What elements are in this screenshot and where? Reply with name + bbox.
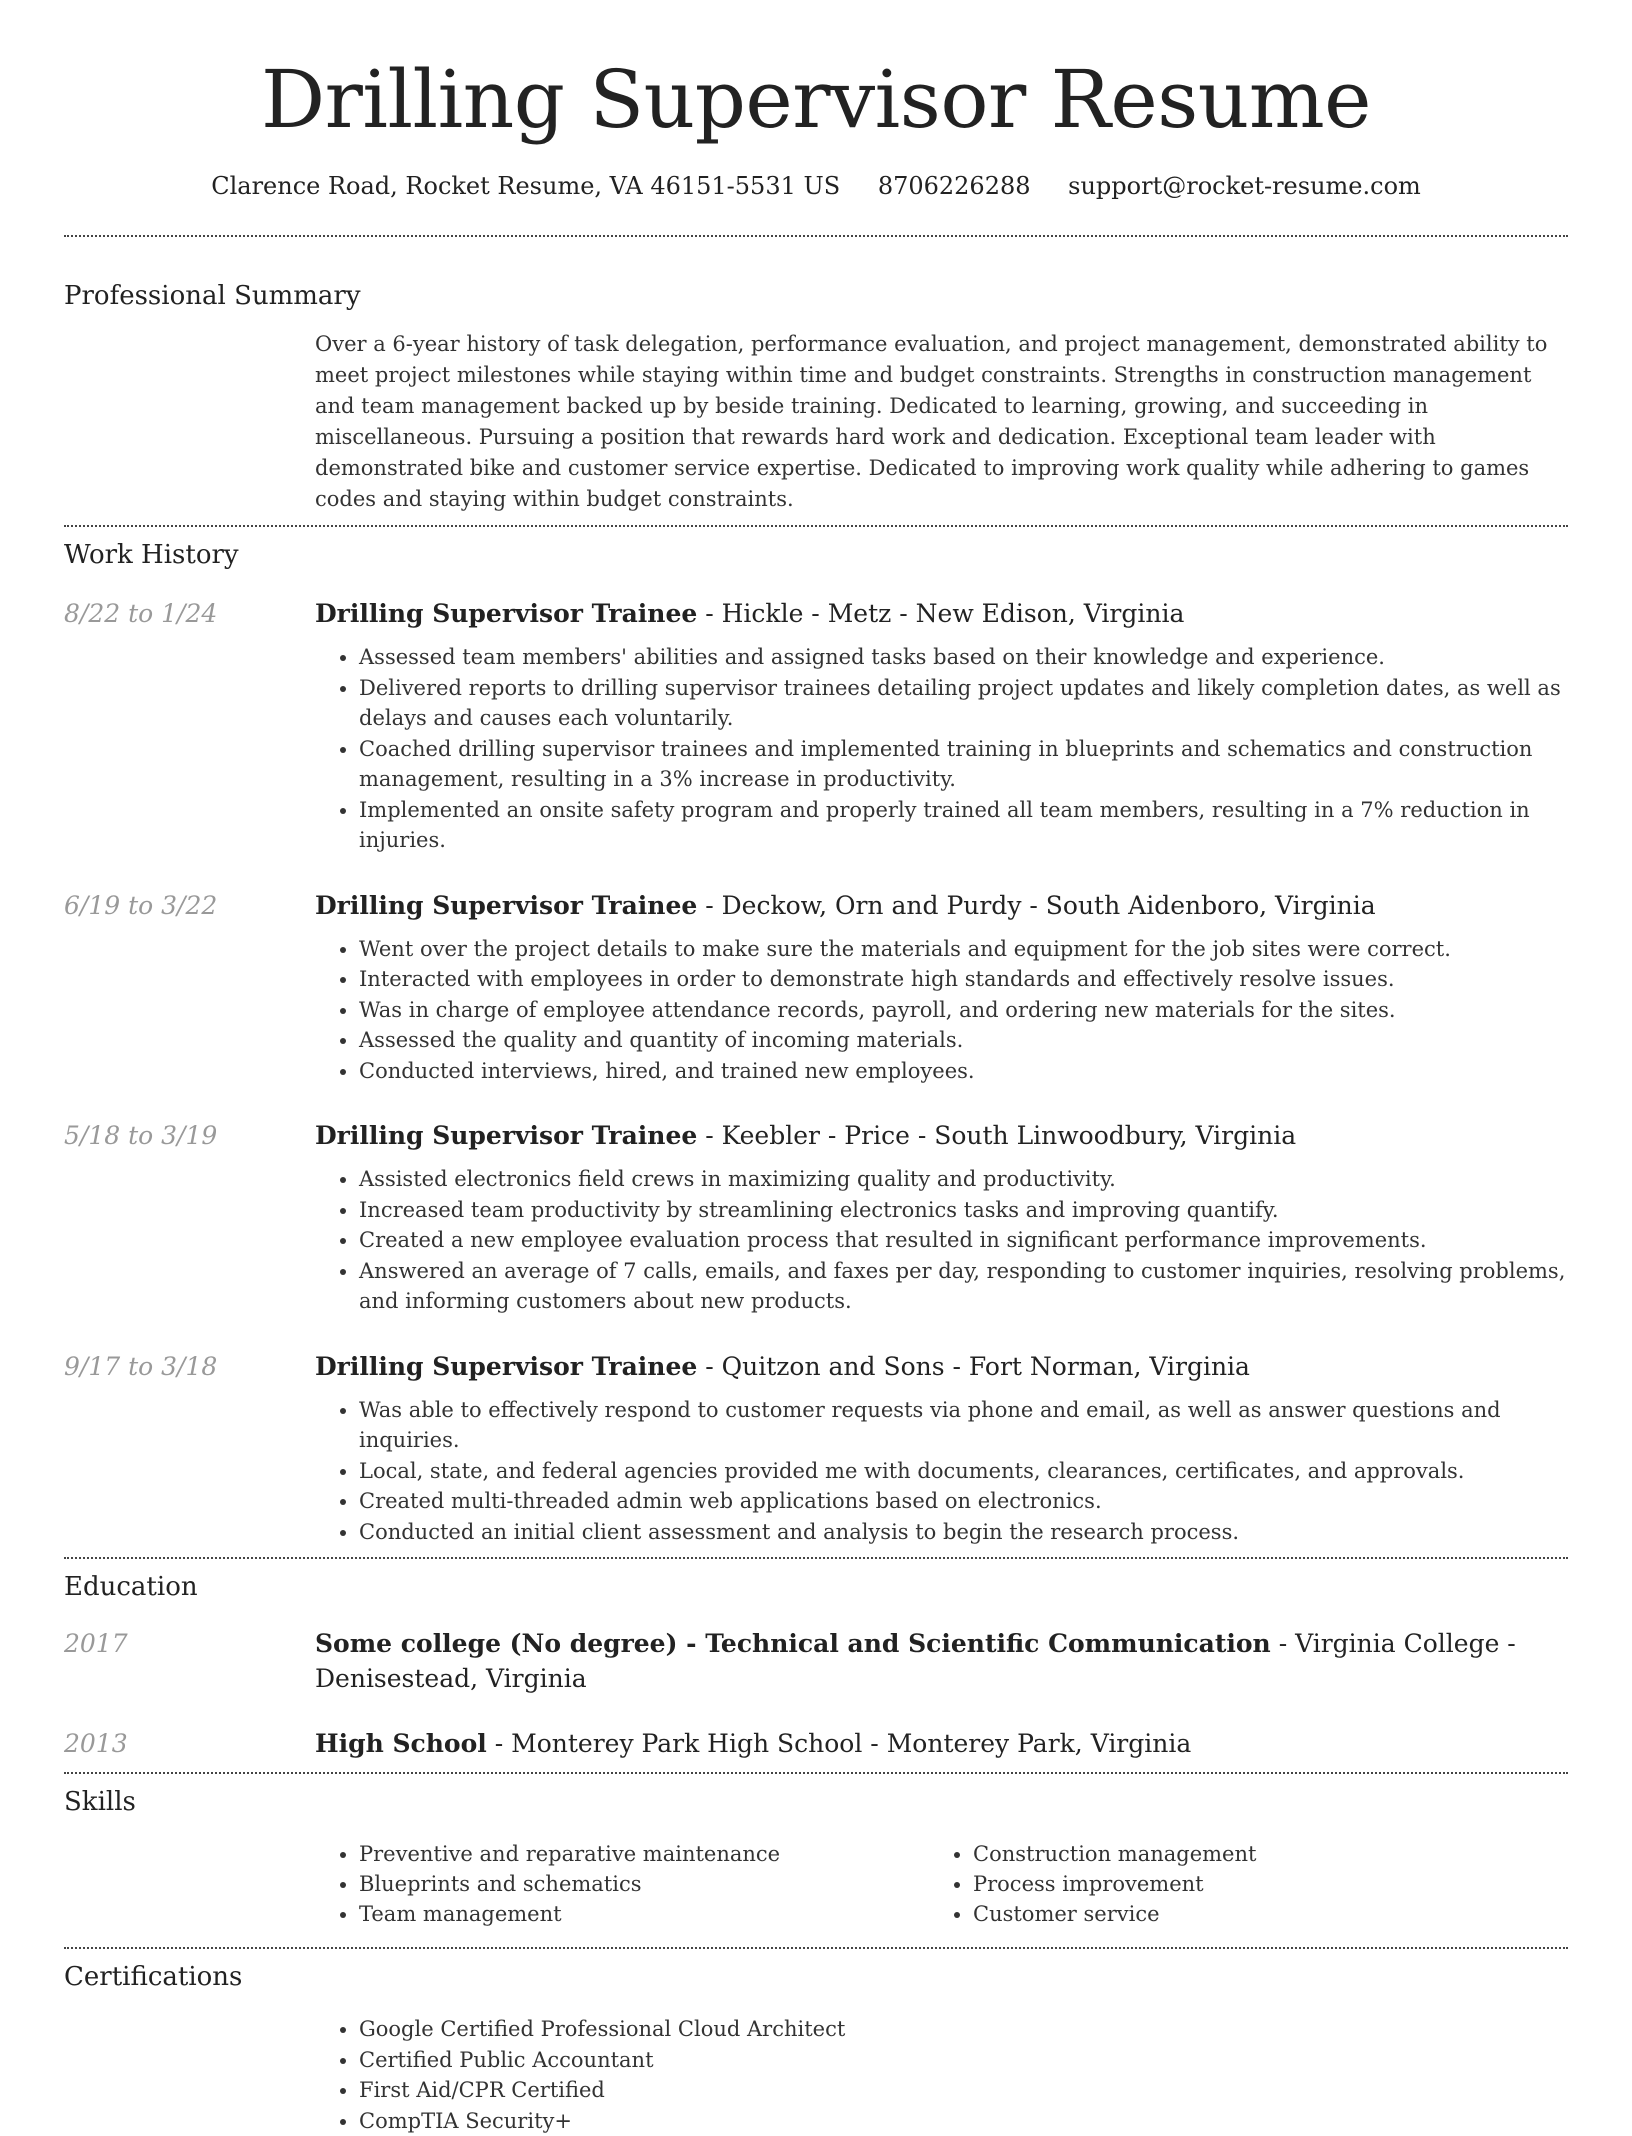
education-degree: High School [315,1729,487,1758]
job-bullets [315,1395,1568,1548]
education-list [64,1626,1568,1772]
contact-line [64,170,1568,202]
list-item: • Was able to effectively respond to customer requests via phone and email, as well as answer questions and inquiries. [359,1395,1568,1456]
job-entry [64,1349,1568,1558]
divider [64,1947,1568,1949]
job-dates: 6/19 to 3/22 [64,888,315,1087]
job-entry [64,888,1568,1087]
section-title-skills: Skills [64,1785,1568,1819]
list-item: • Created multi-threaded admin web applications based on electronics. [359,1486,1568,1517]
certification-item: • Certified Public Accountant [359,2045,1568,2076]
list-item: • Conducted an initial client assessment and analysis to begin the research process. [359,1517,1568,1548]
job-title [315,596,1568,632]
job-employer: - Hickle - Metz - New Edison, Virginia [697,599,1184,628]
skill-item: • Preventive and reparative maintenance [359,1839,929,1869]
education-school: - Virginia College - Denisestead, Virginia [315,1629,1516,1693]
certifications-list [315,2014,1568,2136]
section-title-work-history: Work History [64,538,1568,572]
list-item: • Assisted electronics field crews in maximizing quality and productivity. [359,1164,1568,1195]
contact-address: Clarence Road, Rocket Resume, VA 46151-5531 US [211,172,840,200]
contact-phone: 8706226288 [878,172,1031,200]
list-item: • Conducted interviews, hired, and trained new employees. [359,1056,1568,1087]
job-role: Drilling Supervisor Trainee [315,1352,697,1381]
list-item: • Went over the project details to make sure the materials and equipment for the job sites were correct. [359,934,1568,965]
job-entry [64,1118,1568,1317]
job-role: Drilling Supervisor Trainee [315,1121,697,1150]
list-item: • Created a new employee evaluation process that resulted in significant performance improvements. [359,1225,1568,1256]
skill-item: • Team management [359,1899,929,1929]
skills-column-left [315,1839,929,1929]
education-entry [64,1726,1568,1762]
section-title-summary: Professional Summary [64,279,1568,313]
job-dates: 5/18 to 3/19 [64,1118,315,1317]
job-bullets [315,934,1568,1087]
divider [64,1557,1568,1559]
skill-item: • Construction management [973,1839,1543,1869]
job-employer: - Deckow, Orn and Purdy - South Aidenboro, Virginia [697,891,1375,920]
list-item: • Assessed team members' abilities and assigned tasks based on their knowledge and experience. [359,642,1568,673]
education-title [315,1726,1568,1761]
education-year: 2017 [64,1626,315,1696]
page-title: Drilling Supervisor Resume [64,0,1568,150]
summary-text: Over a 6-year history of task delegation, performance evaluation, and project management, demonstrated ability to meet project milestones while staying within time and budget constraints. Strengths in construction management and team management backed up by beside training. Dedicated to learning, growing, and succeeding in miscellaneous. Pursuing a position that rewards hard work and dedication. Exceptional team leader with demonstrated bike and customer service expertise. Dedicated to improving work quality while adhering to games codes and staying within budget constraints. [315,329,1568,525]
divider [64,235,1568,237]
list-item: • Increased team productivity by streamlining electronics tasks and improving quantify. [359,1195,1568,1226]
divider [64,1772,1568,1774]
list-item: • Delivered reports to drilling supervisor trainees detailing project updates and likely completion dates, as well as delays and causes each voluntarily. [359,673,1568,734]
list-item: • Interacted with employees in order to demonstrate high standards and effectively resolve issues. [359,964,1568,995]
education-year: 2013 [64,1726,315,1762]
education-school: - Monterey Park High School - Monterey Park, Virginia [487,1729,1191,1758]
education-degree: Some college (No degree) - Technical and Scientific Communication [315,1629,1271,1658]
job-bullets [315,642,1568,856]
job-employer: - Keebler - Price - South Linwoodbury, Virginia [697,1121,1296,1150]
list-item: • Answered an average of 7 calls, emails, and faxes per day, responding to customer inquiries, resolving problems, and informing customers about new products. [359,1256,1568,1317]
job-dates: 9/17 to 3/18 [64,1349,315,1558]
job-entry [64,596,1568,856]
work-history-list [64,596,1568,1557]
list-item: • Was in charge of employee attendance records, payroll, and ordering new materials for the sites. [359,995,1568,1026]
certification-item: • Google Certified Professional Cloud Architect [359,2014,1568,2045]
list-item: • Assessed the quality and quantity of incoming materials. [359,1025,1568,1056]
education-entry [64,1626,1568,1696]
job-role: Drilling Supervisor Trainee [315,891,697,920]
list-item: • Coached drilling supervisor trainees and implemented training in blueprints and schematics and construction management, resulting in a 3% increase in productivity. [359,734,1568,795]
skill-item: • Blueprints and schematics [359,1869,929,1899]
job-title [315,1118,1568,1154]
job-dates: 8/22 to 1/24 [64,596,315,856]
job-title [315,888,1568,924]
section-title-education: Education [64,1570,1568,1604]
section-title-certifications: Certifications [64,1960,1568,1994]
list-item: • Implemented an onsite safety program and properly trained all team members, resulting in a 7% reduction in injuries. [359,795,1568,856]
job-title [315,1349,1568,1385]
job-role: Drilling Supervisor Trainee [315,599,697,628]
job-employer: - Quitzon and Sons - Fort Norman, Virginia [697,1352,1250,1381]
skills-column-right [929,1839,1543,1929]
certification-item: • First Aid/CPR Certified [359,2075,1568,2106]
divider [64,525,1568,527]
certification-item: • CompTIA Security+ [359,2106,1568,2136]
skill-item: • Process improvement [973,1869,1543,1899]
list-item: • Local, state, and federal agencies provided me with documents, clearances, certificates, and approvals. [359,1456,1568,1487]
job-bullets [315,1164,1568,1317]
skills-list [315,1839,1568,1947]
education-title [315,1626,1568,1696]
skill-item: • Customer service [973,1899,1543,1929]
contact-email: support@rocket-resume.com [1068,172,1421,200]
